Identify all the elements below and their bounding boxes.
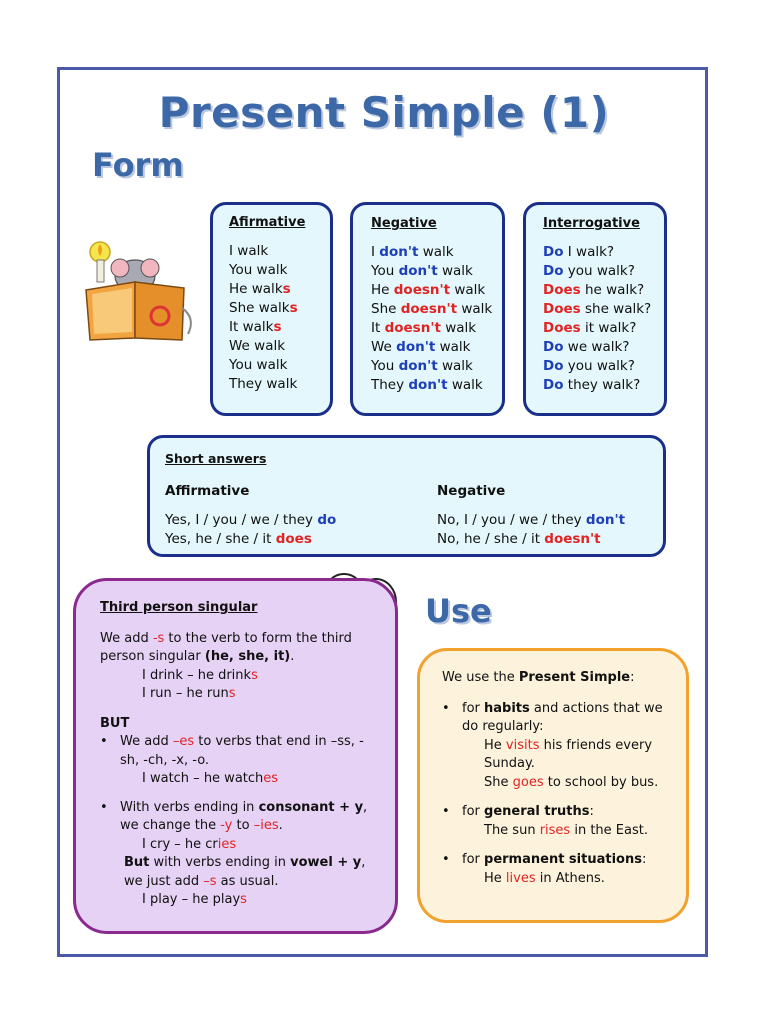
rule-es: • We add –es to verbs that end in –ss, -sh, -ch, -x, -o. <box>100 733 373 770</box>
affirmative-box <box>210 202 333 416</box>
use-permanent-situations: • for permanent situations: <box>442 851 668 870</box>
interrogative-line: Does he walk? <box>543 282 645 298</box>
short-answers-negative-label: Negative <box>437 483 506 499</box>
form-heading: Form <box>92 146 184 184</box>
third-person-intro: We add -s to the verb to form the third person singular (he, she, it). <box>100 630 352 664</box>
short-answer-neg-1: No, I / you / we / they don't <box>437 512 626 528</box>
use-habits-example-1: He visits his friends every Sunday. <box>484 737 653 771</box>
interrogative-box <box>523 202 667 416</box>
interrogative-line: Do I walk? <box>543 244 615 260</box>
negative-title: Negative <box>371 216 437 231</box>
affirmative-line: He walks <box>229 281 291 297</box>
use-box <box>417 648 689 923</box>
but-label: BUT <box>100 715 130 731</box>
negative-line: You don't walk <box>371 358 473 374</box>
rule-vowel-y: But with verbs ending in vowel + y, we just add –s as usual. <box>124 855 366 889</box>
affirmative-line: You walk <box>229 357 288 373</box>
negative-line: We don't walk <box>371 339 471 355</box>
short-answer-aff-2: Yes, he / she / it does <box>165 531 312 547</box>
affirmative-line: They walk <box>229 376 298 392</box>
affirmative-line: We walk <box>229 338 286 354</box>
interrogative-line: Do you walk? <box>543 263 635 279</box>
short-answers-title: Short answers <box>165 451 267 466</box>
negative-line: She doesn't walk <box>371 301 493 317</box>
page-title: Present Simple (1) <box>158 88 610 137</box>
interrogative-line: Does she walk? <box>543 301 652 317</box>
short-answer-aff-1: Yes, I / you / we / they do <box>165 512 337 528</box>
negative-line: He doesn't walk <box>371 282 486 298</box>
use-general-truths: • for general truths: <box>442 803 668 822</box>
use-general-truths-example: The sun rises in the East. <box>484 822 648 838</box>
mouse-reading-book-illustration <box>80 238 198 348</box>
interrogative-line: Does it walk? <box>543 320 637 336</box>
use-permanent-situations-example: He lives in Athens. <box>484 870 605 886</box>
negative-line: They don't walk <box>371 377 483 393</box>
use-heading: Use <box>425 592 492 630</box>
short-answers-affirmative-label: Affirmative <box>165 483 250 499</box>
negative-line: You don't walk <box>371 263 473 279</box>
short-answer-neg-2: No, he / she / it doesn't <box>437 531 601 547</box>
example-cries: I cry – he cries <box>142 836 237 852</box>
third-person-box <box>73 578 398 934</box>
affirmative-title: Afirmative <box>229 215 306 230</box>
affirmative-line: You walk <box>229 262 288 278</box>
example-runs: I run – he runs <box>142 686 236 701</box>
example-watches: I watch – he watches <box>142 771 279 786</box>
interrogative-title: Interrogative <box>543 216 640 231</box>
negative-line: I don't walk <box>371 244 454 260</box>
affirmative-line: It walks <box>229 319 282 335</box>
interrogative-line: Do they walk? <box>543 377 641 393</box>
example-drinks: I drink – he drinks <box>142 667 258 683</box>
interrogative-line: Do we walk? <box>543 339 630 355</box>
negative-line: It doesn't walk <box>371 320 477 336</box>
interrogative-line: Do you walk? <box>543 358 635 374</box>
use-habits: • for habits and actions that we do regularly: <box>442 700 668 737</box>
third-person-title: Third person singular <box>100 600 258 615</box>
affirmative-line: I walk <box>229 243 269 259</box>
affirmative-line: She walks <box>229 300 298 316</box>
short-answers-box <box>147 435 666 557</box>
negative-box <box>350 202 505 416</box>
example-plays: I play – he plays <box>142 892 247 907</box>
use-habits-example-2: She goes to school by bus. <box>484 774 659 790</box>
use-intro: We use the Present Simple: <box>442 670 635 685</box>
rule-consonant-y: • With verbs ending in consonant + y, we change the -y to –ies. <box>100 799 373 836</box>
